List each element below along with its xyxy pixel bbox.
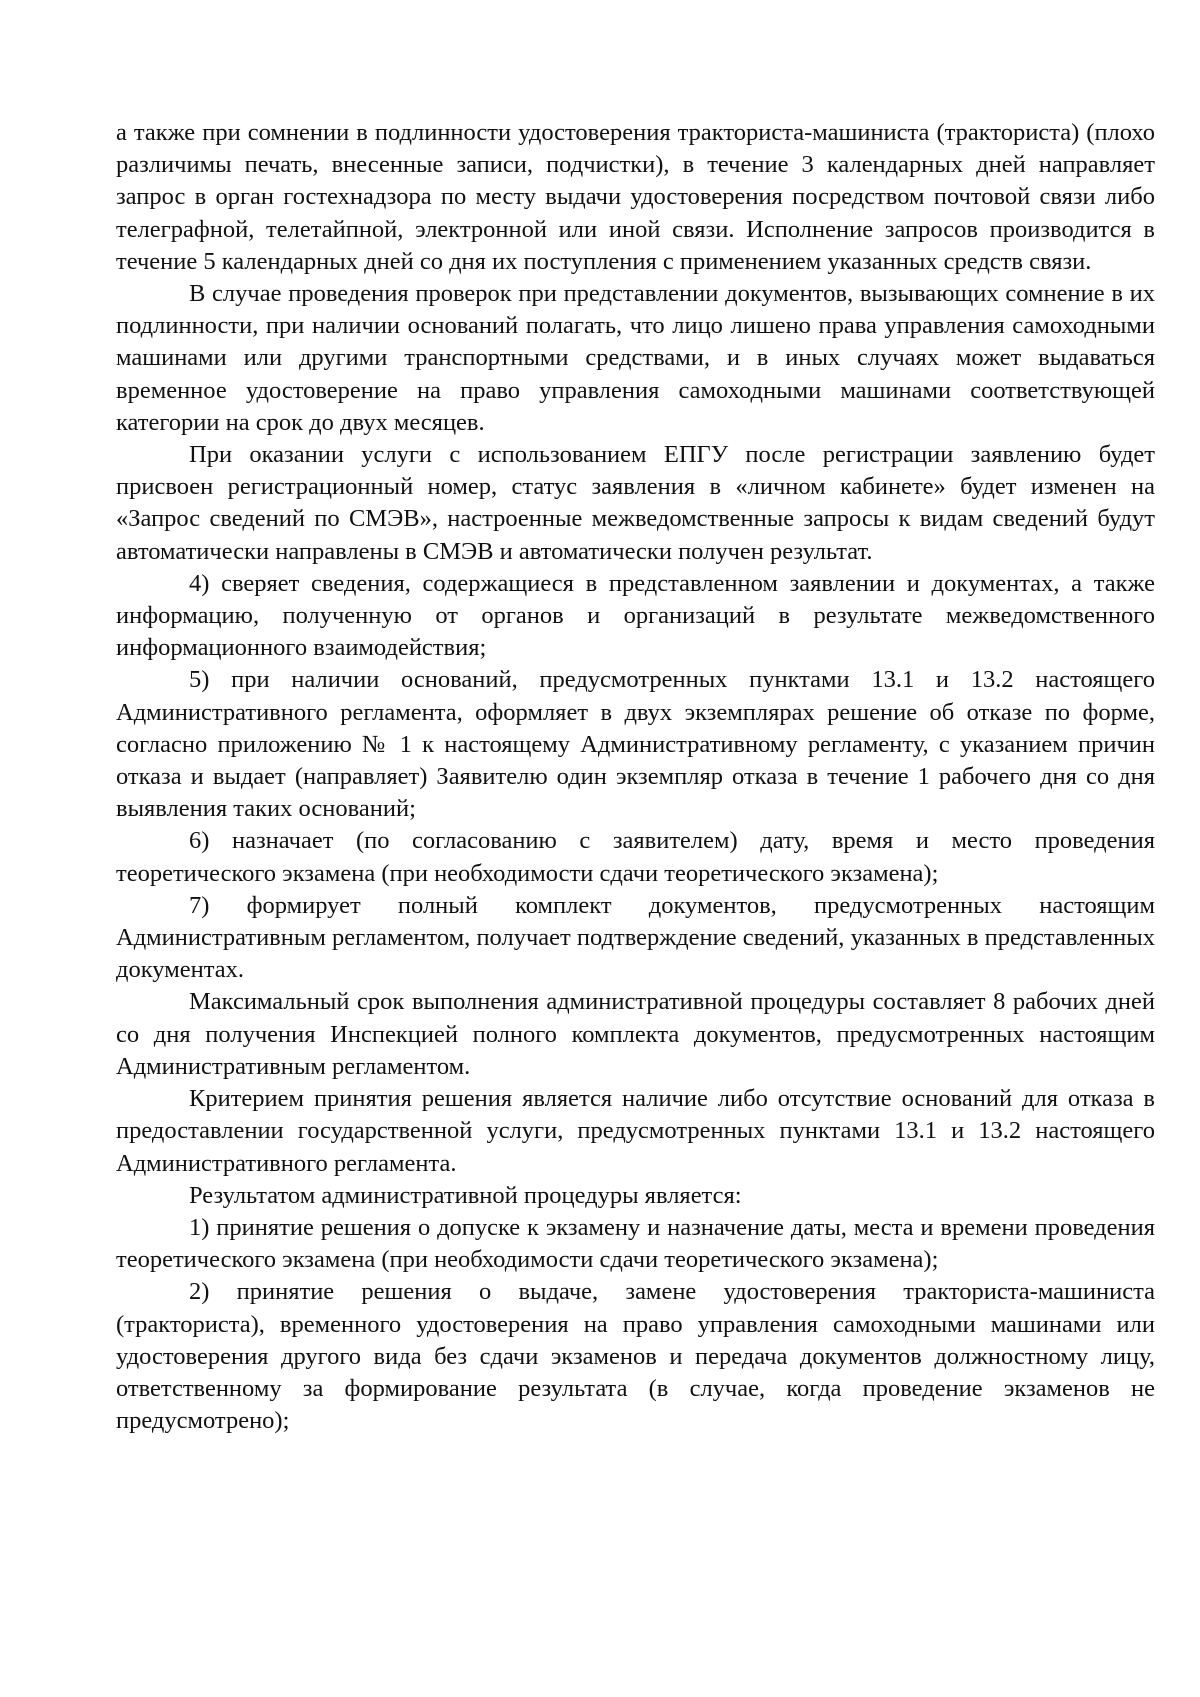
paragraph-max-term: Максимальный срок выполнения административной процедуры составляет 8 рабочих дней со дня получения Инспекцией полного комплекта документов, предусмотренных настоящим Административным регламентом. <box>116 988 1155 1080</box>
paragraph-continuation: а также при сомнении в подлинности удостоверения тракториста-машиниста (тракториста) (плохо различимы печать, внесенные записи, подчистки), в течение 3 календарных дней направляет запрос в орган гостехнадзора по месту выдачи удостоверения посредством почтовой связи либо телеграфной, телетайпной, электронной или иной связи. Исполнение запросов производится в течение 5 календарных дней со дня их поступления с применением указанных средств связи. <box>116 119 1155 275</box>
paragraph-item-5: 5) при наличии оснований, предусмотренных пунктами 13.1 и 13.2 настоящего Административного регламента, оформляет в двух экземплярах решение об отказе по форме, согласно приложению № 1 к настоящему Административному регламенту, с указанием причин отказа и выдает (направляет) Заявителю один экземпляр отказа в течение 1 рабочего дня со дня выявления таких оснований; <box>116 666 1155 823</box>
paragraph-item-6: 6) назначает (по согласованию с заявителем) дату, время и место проведения теоретического экзамена (при необходимости сдачи теоретического экзамена); <box>116 827 1155 887</box>
paragraph-temporary-license: В случае проведения проверок при представлении документов, вызывающих сомнение в их подлинности, при наличии оснований полагать, что лицо лишено права управления самоходными машинами или другими транспортными средствами, и в иных случаях может выдаваться временное удостоверение на право управления самоходными машинами соответствующей категории на срок до двух месяцев. <box>116 280 1155 436</box>
paragraph-decision-criterion: Критерием принятия решения является наличие либо отсутствие оснований для отказа в предоставлении государственной услуги, предусмотренных пунктами 13.1 и 13.2 настоящего Административного регламента. <box>116 1085 1155 1177</box>
paragraph-result-heading: Результатом административной процедуры является: <box>189 1181 742 1209</box>
document-body <box>116 117 1155 1437</box>
paragraph-result-item-2: 2) принятие решения о выдаче, замене удостоверения тракториста-машиниста (тракториста), временного удостоверения на право управления самоходными машинами или удостоверения другого вида без сдачи экзаменов и передача документов должностному лицу, ответственному за формирование результата (в случае, когда проведение экзаменов не предусмотрено); <box>116 1278 1155 1435</box>
paragraph-result-item-1: 1) принятие решения о допуске к экзамену и назначение даты, места и времени проведения теоретического экзамена (при необходимости сдачи теоретического экзамена); <box>116 1213 1155 1274</box>
paragraph-item-7: 7) формирует полный комплект документов, предусмотренных настоящим Административным регламентом, получает подтверждение сведений, указанных в представленных документах. <box>116 891 1155 984</box>
paragraph-epgu-smev: При оказании услуги с использованием ЕПГУ после регистрации заявлению будет присвоен регистрационный номер, статус заявления в «личном кабинете» будет изменен на «Запрос сведений по СМЭВ», настроенные межведомственные запросы к видам сведений будут автоматически направлены в СМЭВ и автоматически получен результат. <box>116 441 1155 565</box>
paragraph-item-4: 4) сверяет сведения, содержащиеся в представленном заявлении и документах, а также информацию, полученную от органов и организаций в результате межведомственного информационного взаимодействия; <box>116 569 1155 662</box>
